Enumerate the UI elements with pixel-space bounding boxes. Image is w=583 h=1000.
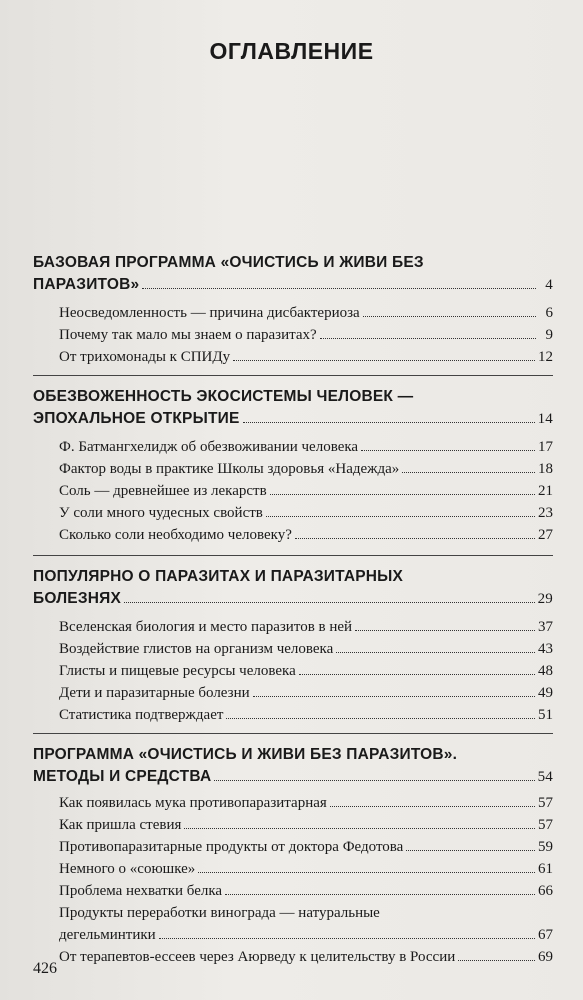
toc-entry-title: Почему так мало мы знаем о паразитах? [59,327,317,343]
leader-dots [330,806,535,807]
toc-entry-page: 49 [538,685,553,701]
leader-dots [124,602,535,603]
leader-dots [233,360,535,361]
toc-entry-page: 59 [538,839,553,855]
section-heading-row[interactable] [33,408,553,430]
toc-entry-title: От трихомонады к СПИДу [59,349,231,365]
leader-dots [198,872,535,873]
section-heading-line2: ЭПОХАЛЬНОЕ ОТКРЫТИЕ [33,410,240,427]
section-heading-row[interactable] [33,766,553,788]
toc-entry-page: 21 [538,483,553,499]
toc-entry-multiline[interactable] [33,902,553,946]
page-title: ОГЛАВЛЕНИЕ [209,38,374,64]
leader-dots [320,338,536,339]
section-heading-row[interactable] [33,588,553,610]
toc-entry-title: Дети и паразитарные болезни [59,685,250,701]
toc-entry[interactable] [33,346,553,368]
toc-entry-page: 57 [538,817,553,833]
section-page-number: 14 [537,411,553,427]
leader-dots [266,516,535,517]
toc-entry[interactable] [33,704,553,726]
page-number: 426 [33,960,57,977]
toc-entry[interactable] [33,302,553,324]
toc-entry-title: Статистика подтверждает [59,707,224,723]
toc-entry[interactable] [33,502,553,524]
toc-entry-page: 69 [538,949,553,965]
leader-dots [214,780,534,781]
toc-entry[interactable] [33,880,553,902]
toc-entry[interactable] [33,436,553,458]
toc-entry-title: Соль — древнейшее из лекарств [59,483,267,499]
toc-entry-title: От терапевтов-ессеев через Аюрведу к целительству в России [59,949,456,965]
toc-entry-page: 9 [545,327,553,343]
section-heading-line1: ОБЕЗВОЖЕННОСТЬ ЭКОСИСТЕМЫ ЧЕЛОВЕК — [33,388,414,405]
toc-entry[interactable] [33,616,553,638]
toc-entry-title: Противопаразитарные продукты от доктора Федотова [59,839,404,855]
leader-dots [402,472,535,473]
toc-entry[interactable] [33,524,553,546]
leader-dots [226,718,535,719]
section-divider [33,555,553,556]
toc-section-2 [33,386,553,546]
section-page-number: 29 [537,591,553,607]
leader-dots [184,828,535,829]
toc-entry-title: Ф. Батмангхелидж об обезвоживании человека [59,439,359,455]
toc-entry-page: 51 [538,707,553,723]
toc-section-3 [33,566,553,726]
section-page-number: 54 [537,769,553,785]
toc-entry[interactable] [33,836,553,858]
toc-entry-title: Как появилась мука противопаразитарная [59,795,327,811]
toc-entry-title: Вселенская биология и место паразитов в ней [59,619,353,635]
leader-dots [225,894,535,895]
leader-dots [270,494,535,495]
toc-section-4 [33,744,553,968]
toc-entry-last-line [59,924,553,946]
toc-entry-page: 12 [538,349,553,365]
toc-entry[interactable] [33,324,553,346]
toc-entry-title: Немного о «союшке» [59,861,196,877]
toc-entry[interactable] [33,682,553,704]
leader-dots [458,960,535,961]
toc-entry-title: Воздействие глистов на организм человека [59,641,334,657]
toc-entry[interactable] [33,638,553,660]
toc-section-1 [33,252,553,368]
section-heading-line1: ПОПУЛЯРНО О ПАРАЗИТАХ И ПАРАЗИТАРНЫХ [33,568,404,585]
leader-dots [243,422,535,423]
toc-entry-page: 57 [538,795,553,811]
toc-entry-title: У соли много чудесных свойств [59,505,263,521]
toc-entry-title-line1: Продукты переработки винограда — натуральные [59,905,380,921]
toc-entry[interactable] [33,814,553,836]
toc-entry[interactable] [33,458,553,480]
section-heading-line2: БОЛЕЗНЯХ [33,590,122,607]
leader-dots [336,652,535,653]
section-heading-line2: МЕТОДЫ И СРЕДСТВА [33,768,212,785]
toc-entry-page: 37 [538,619,553,635]
toc-entry-title: дегельминтики [59,927,156,943]
toc-entry-title: Сколько соли необходимо человеку? [59,527,292,543]
toc-entry-title: Глисты и пищевые ресурсы человека [59,663,296,679]
toc-entry-page: 67 [538,927,553,943]
leader-dots [299,674,535,675]
section-divider [33,733,553,734]
toc-entry[interactable] [33,946,553,968]
leader-dots [295,538,535,539]
toc-entry-page: 48 [538,663,553,679]
toc-entry-page: 43 [538,641,553,657]
section-heading-line2: ПАРАЗИТОВ» [33,276,140,293]
leader-dots [355,630,535,631]
toc-entry-page: 17 [538,439,553,455]
toc-entry-page: 66 [538,883,553,899]
toc-entry[interactable] [33,792,553,814]
leader-dots [142,288,536,289]
toc-entry-page: 6 [545,305,553,321]
toc-entry[interactable] [33,660,553,682]
leader-dots [361,450,535,451]
leader-dots [363,316,536,317]
section-heading-line1: ПРОГРАММА «ОЧИСТИСЬ И ЖИВИ БЕЗ ПАРАЗИТОВ». [33,746,458,763]
section-heading-row[interactable] [33,274,553,296]
toc-entry-page: 23 [538,505,553,521]
toc-entry[interactable] [33,858,553,880]
toc-entry-title: Фактор воды в практике Школы здоровья «Надежда» [59,461,400,477]
leader-dots [253,696,535,697]
leader-dots [406,850,535,851]
leader-dots [159,938,535,939]
toc-entry[interactable] [33,480,553,502]
section-page-number: 4 [545,277,553,293]
toc-entry-title: Проблема нехватки белка [59,883,223,899]
toc-entry-page: 27 [538,527,553,543]
toc-entry-page: 61 [538,861,553,877]
section-divider [33,375,553,376]
toc-entry-title: Как пришла стевия [59,817,182,833]
toc-entry-title: Неосведомленность — причина дисбактериоза [59,305,360,321]
section-heading-line1: БАЗОВАЯ ПРОГРАММА «ОЧИСТИСЬ И ЖИВИ БЕЗ [33,254,424,271]
toc-entry-page: 18 [538,461,553,477]
